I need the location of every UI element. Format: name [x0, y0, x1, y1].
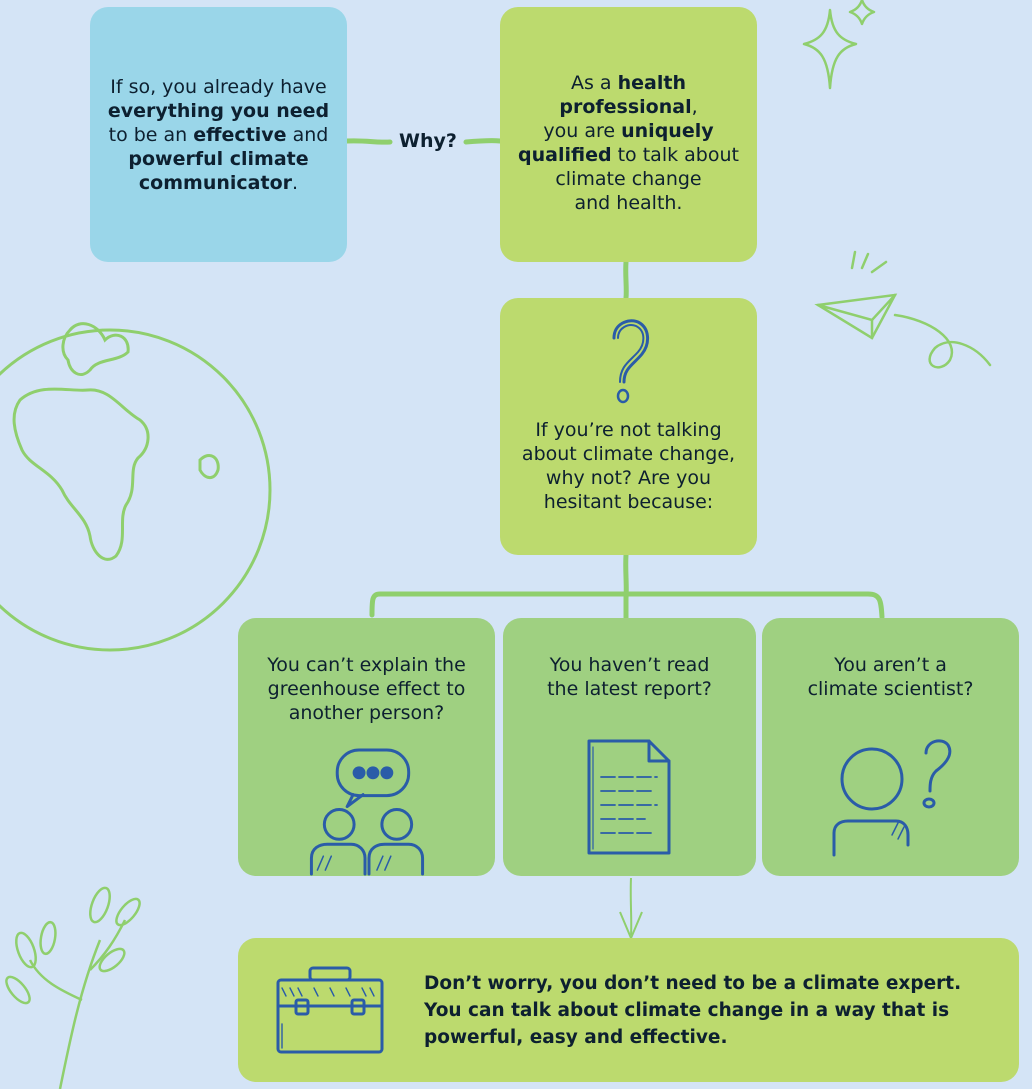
why-label: Why?: [399, 130, 457, 152]
document-icon: [585, 737, 675, 857]
reason-box-greenhouse: [238, 618, 495, 876]
conversation-icon: [307, 747, 427, 876]
globe-icon: [0, 324, 270, 650]
question-mark-icon: [604, 316, 654, 408]
conclusion-text: Don’t worry, you don’t need to be a climate expert. You can talk about climate change in a way that is powerful, easy and effective.: [424, 972, 962, 1048]
plant-icon: [2, 885, 143, 1089]
reason-text: You aren’t a climate scientist?: [807, 654, 974, 700]
reason-text: You haven’t read the latest report?: [547, 654, 712, 700]
reason-box-report: [503, 618, 756, 876]
intro-box: [90, 7, 347, 262]
intro-text: If so, you already have everything you need to be an effective and powerful climate communicator.: [107, 75, 330, 194]
conclusion-box: [238, 938, 1019, 1082]
question-box: [500, 298, 757, 555]
reason-text: You can’t explain the greenhouse effect to another person?: [267, 654, 466, 724]
reason-box-scientist: [762, 618, 1019, 876]
briefcase-icon: [274, 964, 386, 1056]
arrow-down-icon: [620, 878, 642, 938]
sparkle-icon: [804, 0, 874, 88]
qualified-text: As a health professional, you are uniquely qualified to talk about climate change and health.: [518, 72, 739, 214]
qualified-box: [500, 7, 757, 262]
paper-plane-icon: [818, 252, 990, 367]
question-text: If you’re not talking about climate change, why not? Are you hesitant because:: [521, 419, 736, 513]
person-question-icon: [826, 735, 956, 860]
